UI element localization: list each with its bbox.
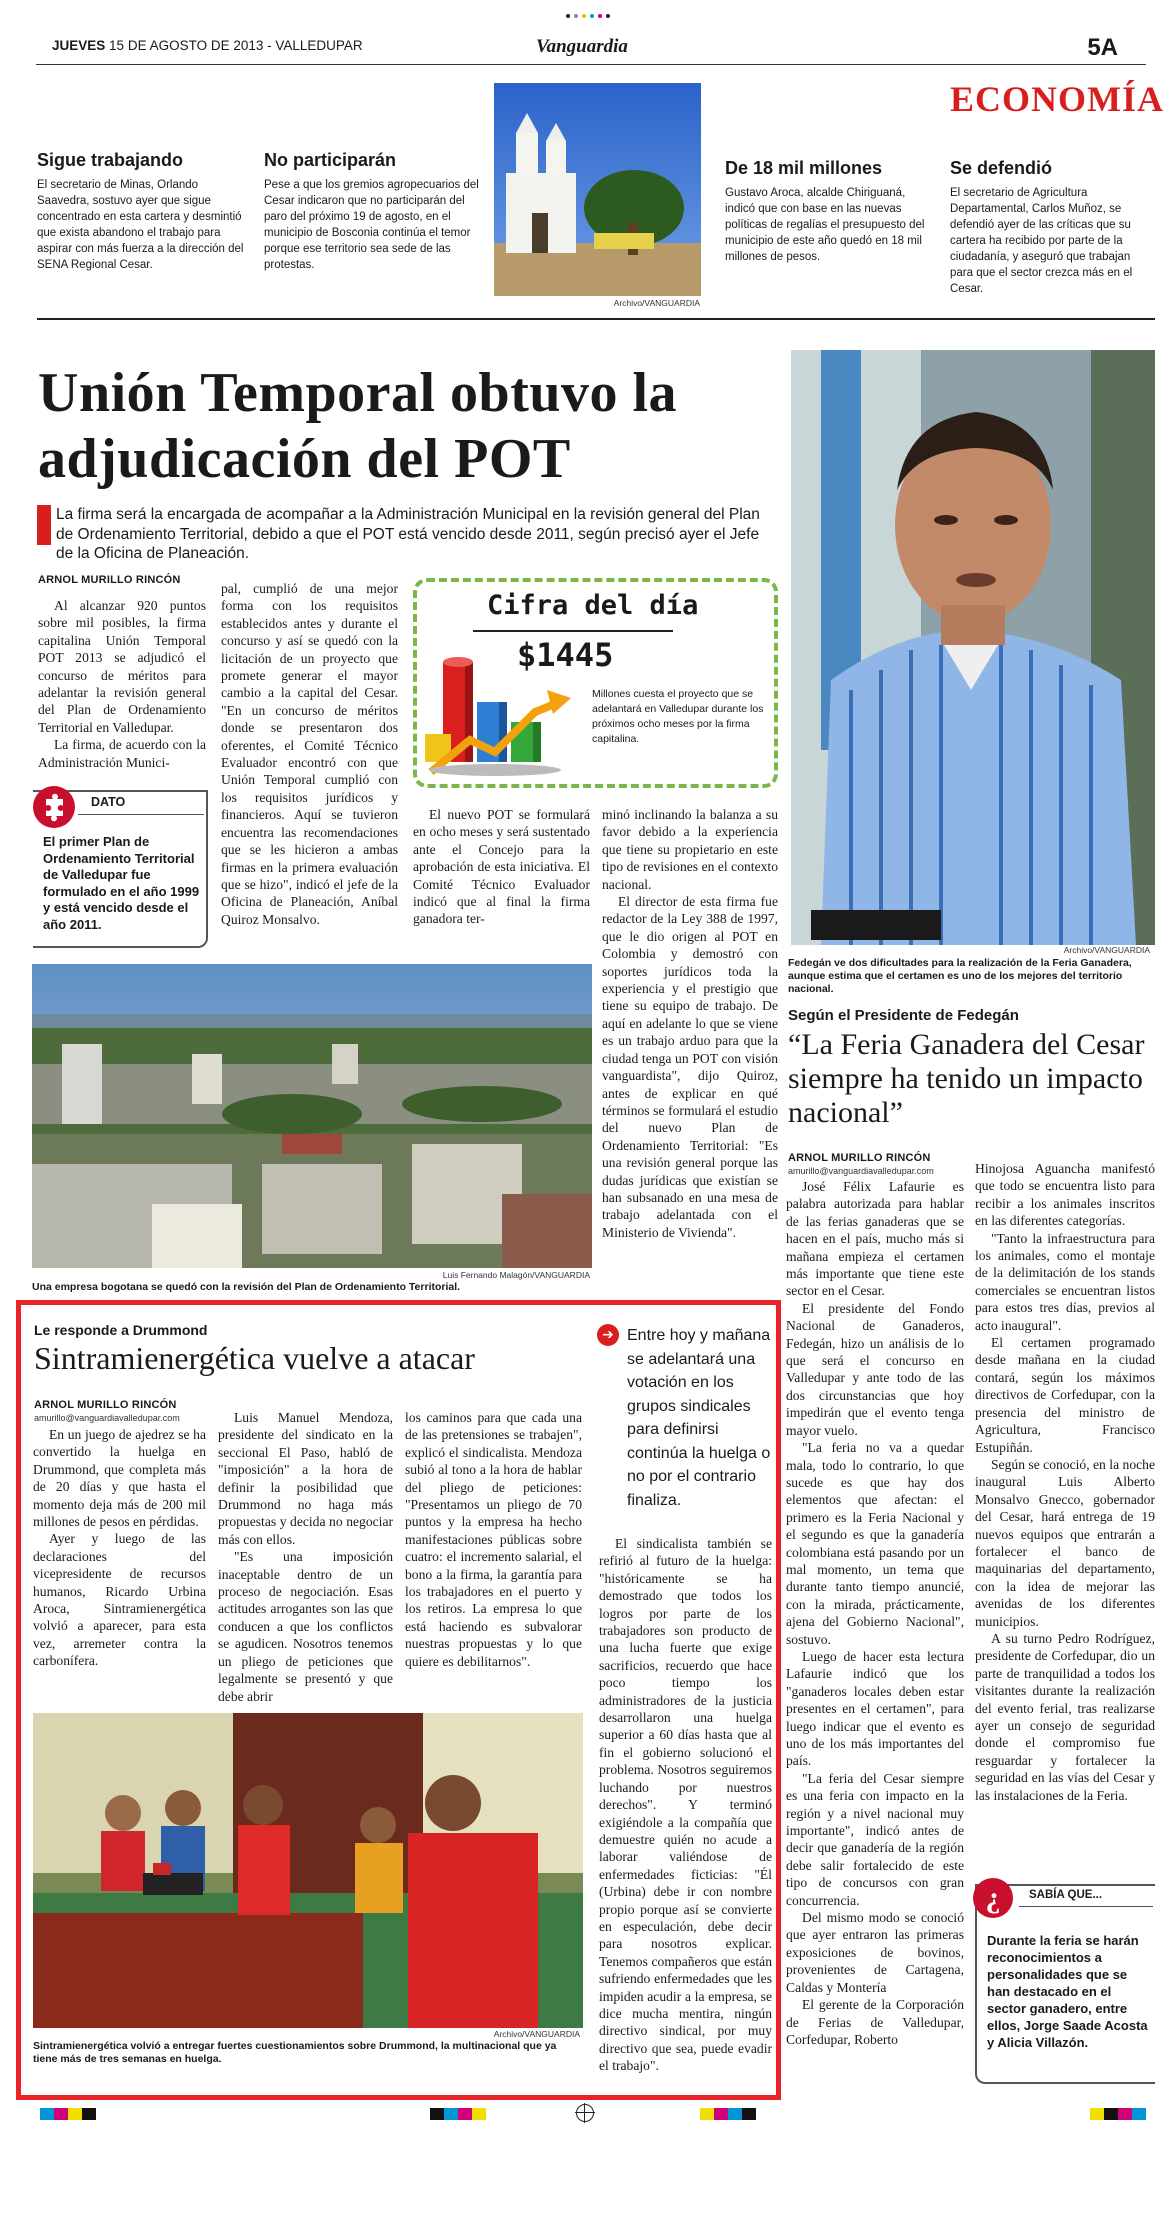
main-col-2: [221, 580, 398, 928]
headline-line-1: Unión Temporal obtuvo la: [38, 362, 678, 424]
paragraph: "Tanto la infraestructura para los animales, como el montaje de la delimitación de los stands comerciales se encuentran listos para estos tres días, previos al acto inaugural".: [975, 1230, 1155, 1333]
top-register-dots: [566, 14, 616, 20]
brief-title: Se defendió: [950, 158, 1053, 178]
sabia-que-text: Durante la feria se harán reconocimientos a personalidades que se han destacado en el sector ganadero, entre ellos, Jorge Saade Acosta y Alicia Villazón.: [987, 1933, 1148, 2050]
sindicato-photo: [33, 1713, 583, 2028]
paragraph: "La feria no va a quedar mala, todo lo contrario, lo que sucede es que hay dos elementos que afectan: el primero es la Feria Nacional y el segundo es que la ganadería colombiana está pasando por un mal momento, un tema que durante tanto tiempo anuncié, con la mirada, prácticamente, ajena del Gobierno Nacional", sostuvo.: [786, 1440, 964, 1647]
color-bar-right: [1090, 2108, 1146, 2120]
page-header: [36, 30, 1154, 70]
paragraph: "Es una imposición inaceptable dentro de un proceso de negociación. Esas actitudes arrogantes son las que conducen a que los conflictos se agudicen. Nosotros tenemos un pliego de peticiones que legalmente se presentó y que debe abrir: [218, 1549, 393, 1704]
color-bar-mid-right: [700, 2108, 756, 2120]
brief-title: No participarán: [264, 150, 397, 170]
registration-mark-icon: [576, 2104, 594, 2122]
paragraph: El gerente de la Corporación de Ferias de Valledupar, Corfedupar, Roberto: [786, 1997, 964, 2047]
brief-title: Sigue trabajando: [37, 150, 184, 170]
drummond-col-4: [599, 1535, 772, 2075]
feria-email: amurillo@vanguardiavalledupar.com: [788, 1166, 934, 1176]
paragraph: Del mismo modo se conoció que ayer entraron las primeras exposiciones de bovinos, provenientes de Cartagena, Caldas y Montería: [786, 1910, 964, 1995]
main-lead: La firma será la encargada de acompañar a la Administración Municipal en la revisión general del Plan de Ordenamiento Territorial, debido a que el POT está vencido desde 2011, según precisó ayer el Jefe de la Oficina de Planeación.: [56, 506, 760, 562]
color-bar-left: [40, 2108, 96, 2120]
paragraph: La firma, de acuerdo con la Administración Munici-: [38, 737, 206, 770]
city-photo-caption: Una empresa bogotana se quedó con la revisión del Plan de Ordenamiento Territorial.: [32, 1281, 461, 1293]
dato-box: [33, 790, 208, 948]
paragraph: "La feria del Cesar siempre es una feria con impacto en la región y a nivel nacional muy importante", indicó antes de decir que ganadería de la región debe salir fortalecido de este tipo de concursos con gran concurrencia.: [786, 1770, 964, 1908]
header-weekday: JUEVES: [52, 38, 106, 53]
brief-photo-church: [494, 83, 701, 296]
city-photo: [32, 964, 592, 1268]
paragraph: minó inclinando la balanza a su favor debido a la experiencia que tiene su propietario en este tipo de revisiones en el contexto nacional.: [602, 807, 778, 892]
question-icon: ¿: [973, 1878, 1013, 1918]
brief-text: El secretario de Minas, Orlando Saavedra, sostuvo ayer que sigue concentrado en esta cartera y desmintió que exista abandono el trabajo para aspirar con más fuerza a la dirección del SENA Regional Cesar.: [37, 179, 244, 271]
pull-quote-text: Entre hoy y mañana se adelantará una votación en los grupos sindicales para definirsi continúa la huelga o no por el contrario finaliza.: [627, 1327, 771, 1509]
paragraph: El director de esta firma fue redactor de la Ley 388 de 1997, que le dio origen al POT en Colombia y demostró con soportes jurídicos toda la experiencia y el prestigio que tiene su equipo de trabajo. De aquí en adelante lo que se viene es un trabajo arduo para que la ciudad tenga un POT con visión vanguardista", dijo Quiroz, antes de explicar en qué términos se formulará el estudio del nuevo Plan de Ordenamiento Territorial: "Es una revisión general porque las dudas jurídicas que existían se han subsanado en una mesa de trabajo adelantada con el Ministerio de Vivienda".: [602, 894, 778, 1240]
headline-line-2: adjudicación del POT: [38, 428, 571, 490]
main-col-1: [38, 597, 206, 771]
feria-col-2: [975, 1160, 1155, 1804]
pull-quote: [597, 1324, 769, 1512]
paragraph: los caminos para que cada una de las pretensiones se trabajen", explicó el sindicalista. Mendoza subió al tono a la hora de hablar del pliego de peticiones: "Presentamos un pliego de 70 puntos y la empresa ha hecho manifestaciones públicas sobre cuatro: el incremento salarial, el bono a la firma, la garantía para los trabajadores en el puerto y los retiros. La empresa lo que está haciendo es subvalorar nuestras propuestas y lo que quiere es debilitarnos".: [405, 1410, 582, 1669]
header-date: [52, 38, 363, 53]
brief-text: Gustavo Aroca, alcalde Chiriguaná, indicó que con base en las nuevas políticas de regalías el presupuesto del municipio de este año quedó en 18 mil millones de pesos.: [725, 187, 925, 263]
briefs-rule: [37, 318, 1155, 320]
section-label: ECONOMÍA: [950, 79, 1164, 119]
sabia-label-rule: [1019, 1906, 1153, 1907]
main-col-4: [602, 806, 778, 1241]
drummond-col-2: [218, 1409, 393, 1705]
paragraph: Luego de hacer esta lectura Lafaurie indicó que los "ganaderos locales deben estar presentes en el certamen", para luego indicar que el evento es uno de los más importantes del país.: [786, 1648, 964, 1769]
page-number: 5A: [1087, 34, 1118, 61]
dato-text: El primer Plan de Ordenamiento Territorial de Valledupar fue formulado en el año 1999 y está vencido desde el año 2011.: [43, 834, 200, 932]
paragraph: Hinojosa Aguancha manifestó que todo se encuentra listo para recibir a los animales inscritos en las diferentes categorías.: [975, 1161, 1155, 1229]
city-photo-credit: Luis Fernando Malagón/VANGUARDIA: [442, 1270, 590, 1280]
color-bar-mid-left: [430, 2108, 486, 2120]
paragraph: Al alcanzar 920 puntos sobre mil posibles, la firma capitalina Unión Temporal POT 2013 se adjudicó el concurso de méritos para adelantar la revisión general del Plan de Ordenamiento Territorial en Valledupar.: [38, 598, 206, 735]
brief-text: Pese a que los gremios agropecuarios del Cesar indicaron que no participarán del paro del próximo 19 de agosto, en el municipio de Bosconia continúa el temor porque ese territorio sea sede de las protestas.: [264, 179, 479, 271]
fedegan-photo-caption: Fedegán ve dos dificultades para la realización de la Feria Ganadera, aunque estima que el certamen es uno de los mejores del territorio nacional.: [788, 957, 1132, 995]
brief-text: El secretario de Agricultura Departamental, Carlos Muñoz, se defendió ayer de las críticas que su cartera ha recibido por parte de la ciudadanía, y aseguró que trabajan para que el sector crezca más en el Cesar.: [950, 187, 1133, 295]
cifra-text: Millones cuesta el proyecto que se adelantará en Valledupar durante los próximos ocho meses por la firma capitalina.: [592, 688, 764, 745]
dato-label: DATO: [91, 795, 126, 809]
feria-kicker: Según el Presidente de Fedegán: [788, 1007, 1019, 1024]
drummond-col-1: [33, 1426, 206, 1670]
dato-label-rule: [78, 814, 204, 815]
main-headline: [38, 360, 788, 492]
brief-3: [725, 158, 930, 265]
drummond-headline: Sintramienergética vuelve a atacar: [34, 1340, 475, 1376]
paragraph: pal, cumplió de una mejor forma con los requisitos establecidos antes y durante el concurso y así se quedó con la licitación de un proyecto que promete generar el mayor cambio a la capital del Cesar. "En un concurso de méritos donde se presentaron dos oferentes, el Comité Técnico Evaluador encontró con que Unión Temporal cumplió con los requisitos jurídicos y financieros. Aquí se tuvieron encuentra las recomendaciones que se les hicieron a ambas firmas en la primera evaluación que se hizo", indicó el jefe de la Oficina de Planeación, Aníbal Quiroz Monsalvo.: [221, 581, 398, 927]
paragraph: Según se conoció, en la noche inaugural Luis Alberto Monsalvo Gnecco, gobernador del Cesar, hará entrega de 19 nuevos equipos que entrarán a fortalecer el banco de maquinarias del departamento, con la idea de mejorar las avenidas de los diferentes municipios.: [975, 1456, 1155, 1629]
drummond-byline: ARNOL MURILLO RINCÓN: [34, 1399, 177, 1411]
paragraph: El presidente del Fondo Nacional de Ganaderos, Fedegán, hizo un análisis de lo que será el concurso en Valledupar y ante todo de las dos circunstancias que hoy impedirán que el evento tenga mayor vuelo.: [786, 1300, 964, 1438]
cifra-box: [413, 578, 778, 788]
growth-chart-icon: [425, 622, 575, 782]
sindicato-photo-caption: Sintramienergética volvió a entregar fuertes cuestionamientos sobre Drummond, la multinacional que ya tiene más de tres semanas en huelga.: [33, 2040, 557, 2065]
fedegan-photo-credit: Archivo/VANGUARDIA: [1063, 945, 1150, 955]
masthead: Vanguardia: [536, 36, 628, 57]
paragraph: Ayer y luego de las declaraciones del vicepresidente de recursos humanos, Ricardo Urbina Aroca, Sintramienergética volvió a aparecer, para esta vez, arremeter contra la carbonífera.: [33, 1531, 206, 1669]
brief-2: [264, 150, 484, 273]
header-date-text: 15 DE AGOSTO DE 2013 - VALLEDUPAR: [109, 38, 363, 53]
main-byline: ARNOL MURILLO RINCÓN: [38, 574, 181, 586]
sindicato-photo-credit: Archivo/VANGUARDIA: [493, 2029, 580, 2039]
pull-quote-arrow-icon: ➔: [597, 1324, 619, 1346]
paragraph: El nuevo POT se formulará en ocho meses y será sustentado ante el Concejo para la aprobación de esta iniciativa. El Comité Técnico Evaluador indicó que al final la firma ganadora ter-: [413, 807, 590, 927]
paragraph: José Félix Lafaurie es palabra autorizada para hablar de las ferias ganaderas que se hacen en el país, mucho más si mañana empieza el certamen más importante que tiene este sector en el Cesar.: [786, 1179, 964, 1299]
feria-byline: ARNOL MURILLO RINCÓN: [788, 1152, 931, 1164]
brief-1: [37, 150, 252, 273]
lead-marker: [37, 505, 51, 545]
paragraph: El sindicalista también se refirió al futuro de la huelga: "históricamente se ha demostrado que todos los logros por parte de los trabajadores son producto de una lucha fuerte que exige sacrificios, recuerdo que hace poco tiempo los administradores de la justicia desarrollaron una huelga superior a 60 días hasta que al fin el gobierno solucionó el problema. Nosotros seguiremos luchando por nuestros derechos". Y terminó exigiéndole a la compañía que demuestre quién no acude a laborar valiéndose de enfermedades ficticias: "Él (Urbina) debe ir con nombre propio porque así se convierte en especulación, debe decir para nosotros explicar. Tenemos compañeros que están sufriendo enfermedades que les impiden acudir a la empresa, se dice mucha mentira, ningún directivo sindical, por muy directivo que sea, puede evadir el trabajo".: [599, 1536, 772, 2074]
cifra-title: Cifra del día: [487, 590, 699, 621]
brief-photo-credit: Archivo/VANGUARDIA: [613, 298, 700, 308]
paragraph: A su turno Pedro Rodríguez, presidente de Corfedupar, dio un parte de tranquilidad a todos los visitantes durante la realización del evento ferial, tras realizarse ayer un consejo de seguridad donde el compromiso fue resguardar y fortalecer la seguridad en las vías del Cesar y las instalaciones de la Feria.: [975, 1630, 1155, 1803]
main-col-3: [413, 806, 590, 928]
brief-4: [950, 158, 1155, 297]
brief-title: De 18 mil millones: [725, 158, 883, 178]
drummond-email: amurillo@vanguardiavalledupar.com: [34, 1413, 180, 1423]
dato-icon: [33, 786, 75, 828]
header-rule: [36, 64, 1146, 65]
fedegan-photo: [791, 350, 1155, 945]
feria-headline: “La Feria Ganadera del Cesar siempre ha tenido un impacto nacional”: [788, 1028, 1145, 1129]
drummond-kicker: Le responde a Drummond: [34, 1322, 208, 1338]
feria-col-1: [786, 1178, 964, 2048]
paragraph: El certamen programado desde mañana en la ciudad contará, según los máximos directivos de Corfedupar, con la presencia del ministro de Agricultura, Francisco Estupiñán.: [975, 1335, 1155, 1455]
paragraph: Luis Manuel Mendoza, presidente del sindicato en la seccional El Paso, habló de "imposición" a la hora de definir la posibilidad que Drummond no haga más propuestas y decida no negociar más con ellos.: [218, 1410, 393, 1547]
paragraph: En un juego de ajedrez se ha convertido la huelga en Drummond, que completa más de 20 días y que hasta el momento deja más de 200 mil millones de pesos en pérdidas.: [33, 1427, 206, 1530]
sabia-que-box: [975, 1881, 1155, 2084]
sabia-que-label: SABÍA QUE...: [1029, 1889, 1103, 1901]
drummond-col-3: [405, 1409, 582, 1670]
cifra-value: $1445: [517, 636, 614, 674]
